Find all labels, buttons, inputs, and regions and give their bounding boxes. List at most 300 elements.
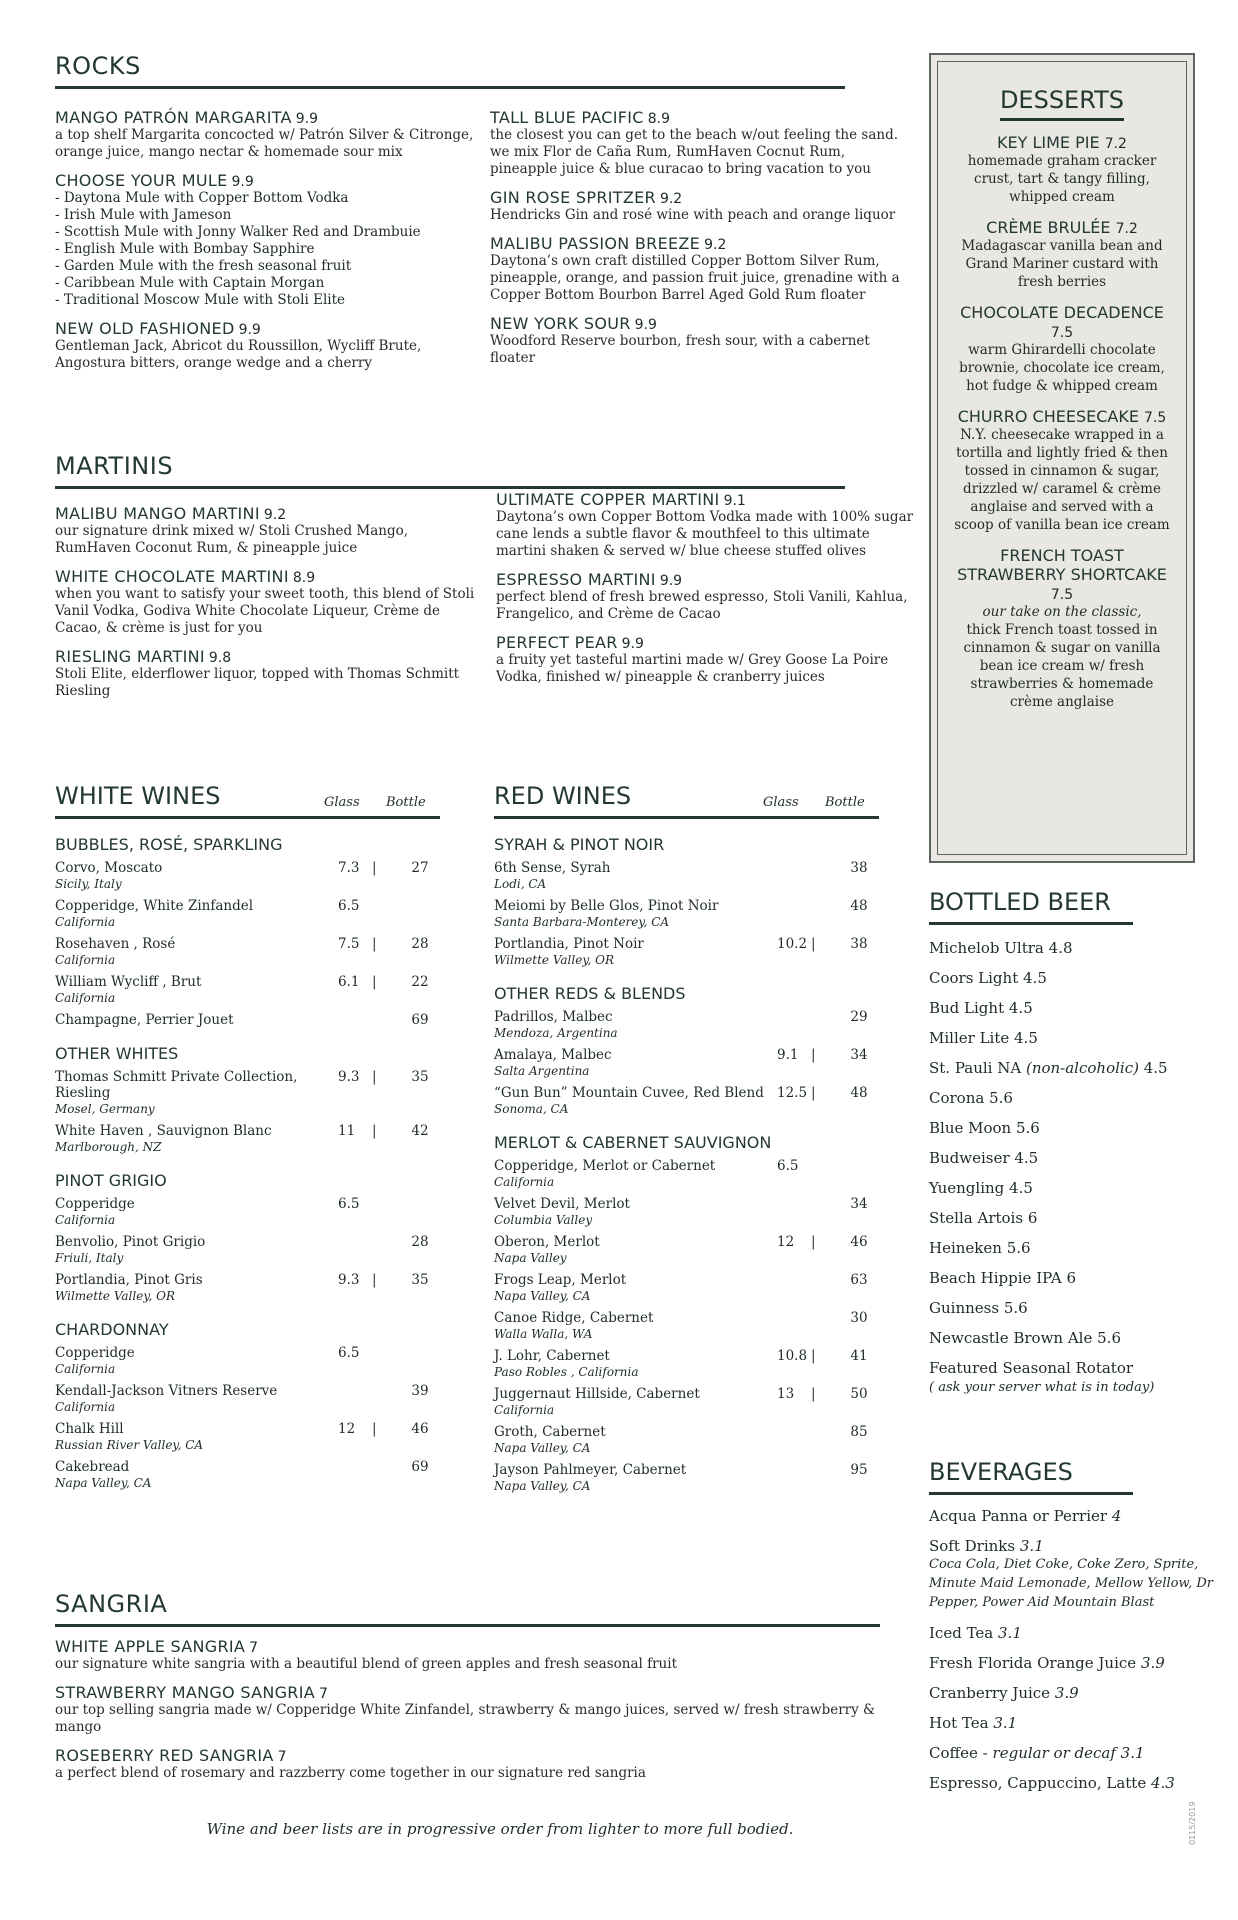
wine-row <box>494 1047 879 1079</box>
wine-name-cell <box>55 1234 338 1266</box>
bottle-price: 34 <box>850 1047 868 1063</box>
beer-list <box>929 939 1219 1395</box>
item-description: the closest you can get to the beach w/out feeling the sand. we mix Flor de Caña Rum, RumHaven Cocnut Rum, pineapple juice & blue curacao to bring vacation to you <box>490 127 899 177</box>
beverage-price: 3.1 <box>998 1624 1022 1642</box>
price-separator: | <box>372 1123 377 1139</box>
bottle-price: 48 <box>850 898 868 914</box>
beer-item <box>929 1089 1219 1107</box>
menu-item <box>55 1637 880 1673</box>
mule-option: - Irish Mule with Jameson <box>55 207 475 224</box>
beer-price: 5.6 <box>1006 1239 1031 1257</box>
beer-name: Coors Light <box>929 969 1019 987</box>
glass-price <box>338 1012 372 1028</box>
item-description: our signature drink mixed w/ Stoli Crushed Mango, RumHaven Coconut Rum, & pineapple juice <box>55 523 409 556</box>
wine-region: California <box>55 915 116 929</box>
dessert-intro: our take on the classic, <box>982 604 1142 620</box>
menu-item <box>55 108 475 161</box>
item-price: 8.9 <box>292 570 316 586</box>
price-separator <box>811 1158 839 1190</box>
glass-column-label: Glass <box>324 795 360 810</box>
beverage-price: regular or decaf 3.1 <box>992 1744 1145 1762</box>
bottle-price: 39 <box>411 1383 429 1399</box>
beer-item <box>929 1059 1219 1077</box>
item-price: 9.9 <box>621 636 644 652</box>
bottle-price <box>839 1158 879 1190</box>
beverage-price: 4.3 <box>1151 1774 1175 1792</box>
menu-item-heading <box>55 504 475 523</box>
item-price: 7 <box>277 1749 287 1765</box>
beer-price: 4.5 <box>1023 969 1047 987</box>
bottle-price: 50 <box>850 1386 868 1402</box>
item-price: 9.9 <box>295 111 319 127</box>
wine-name-cell <box>494 1196 777 1228</box>
bottle-price: 63 <box>850 1272 868 1288</box>
wine-region: Paso Robles , California <box>494 1365 639 1379</box>
beverage-item <box>929 1537 1219 1612</box>
item-name: PERFECT PEAR <box>496 633 618 652</box>
item-name: NEW YORK SOUR <box>490 314 631 333</box>
footer-note: Wine and beer lists are in progressive order from lighter to more full bodied. <box>206 1820 794 1838</box>
item-name: CHOOSE YOUR MULE <box>55 171 228 190</box>
item-name: ESPRESSO MARTINI <box>496 570 656 589</box>
wine-region: Columbia Valley <box>494 1213 593 1227</box>
bottle-price: 69 <box>411 1459 429 1475</box>
beer-name: Miller Lite <box>929 1029 1010 1047</box>
item-price: 7 <box>319 1686 328 1702</box>
price-separator: | <box>811 936 816 952</box>
wine-name-cell <box>494 1085 777 1117</box>
price-separator: | <box>811 1234 816 1250</box>
wine-row <box>55 1069 440 1117</box>
price-separator <box>372 1196 400 1228</box>
wine-name-cell <box>55 860 338 892</box>
bottle-price: 38 <box>850 860 868 876</box>
sangria-section <box>55 1590 880 1782</box>
wine-row <box>55 860 440 892</box>
dessert-price: 7.5 <box>1050 587 1074 603</box>
beer-item <box>929 1359 1219 1395</box>
bottle-price: 46 <box>850 1234 868 1250</box>
beer-item <box>929 1209 1219 1227</box>
menu-item-heading <box>496 490 916 509</box>
glass-price: 6.5 <box>338 898 360 914</box>
item-description: perfect blend of fresh brewed espresso, Stoli Vanili, Kahlua, Frangelico, and Crème de Cacao <box>496 589 908 622</box>
menu-item <box>490 108 910 178</box>
price-separator <box>372 1234 400 1266</box>
wine-region: Mosel, Germany <box>55 1102 155 1116</box>
mule-option: - Daytona Mule with Copper Bottom Vodka <box>55 190 475 207</box>
wine-row <box>494 1234 879 1266</box>
wine-region: Napa Valley <box>494 1251 567 1265</box>
wine-category: MERLOT & CABERNET SAUVIGNON <box>494 1133 772 1152</box>
wine-row <box>494 1196 879 1228</box>
wine-name: Kendall-Jackson Vitners Reserve <box>55 1383 278 1399</box>
wine-region: Sonoma, CA <box>494 1102 569 1116</box>
item-description: Daytona’s own Copper Bottom Vodka made with 100% sugar cane lends a subtle flavor & mouthfeel to this ultimate martini shaken & served w/ blue cheese stuffed olives <box>496 509 914 559</box>
beer-price: 5.6 <box>1003 1299 1028 1317</box>
wine-region: Napa Valley, CA <box>494 1289 591 1303</box>
beer-name: Beach Hippie IPA <box>929 1269 1062 1287</box>
wine-name: White Haven , Sauvignon Blanc <box>55 1123 272 1139</box>
wine-row <box>55 1345 440 1377</box>
wine-row <box>494 1310 879 1342</box>
section-title: MARTINIS <box>55 452 845 489</box>
beer-note: (non-alcoholic) <box>1025 1059 1139 1077</box>
menu-item <box>55 171 475 309</box>
item-name: TALL BLUE PACIFIC <box>490 108 644 127</box>
dessert-item <box>938 133 1186 206</box>
price-separator <box>811 1424 839 1456</box>
glass-price: 10.8 <box>777 1348 808 1364</box>
item-name: MALIBU PASSION BREEZE <box>490 234 701 253</box>
item-name: GIN ROSE SPRITZER <box>490 188 656 207</box>
glass-price <box>777 1462 811 1494</box>
price-separator <box>372 1459 400 1491</box>
wine-name-cell <box>55 1459 338 1491</box>
item-name: RIESLING MARTINI <box>55 647 205 666</box>
wine-name: Copperidge <box>55 1345 135 1361</box>
wine-name: Champagne, Perrier Jouet <box>55 1012 234 1028</box>
glass-price <box>777 1196 811 1228</box>
dessert-description <box>950 341 1174 395</box>
price-separator: | <box>372 936 377 952</box>
wine-row <box>55 1272 440 1304</box>
wine-header <box>494 782 879 819</box>
dessert-heading <box>950 546 1174 603</box>
item-price: 8.9 <box>647 111 671 127</box>
item-price: 7 <box>249 1640 259 1656</box>
beer-name: Bud Light <box>929 999 1005 1017</box>
price-separator: | <box>811 1386 816 1402</box>
wine-name-cell <box>494 1462 777 1494</box>
sangria-list <box>55 1637 880 1782</box>
item-description: a perfect blend of rosemary and razzberry come together in our signature red sangria <box>55 1765 646 1781</box>
item-description: our top selling sangria made w/ Copperidge White Zinfandel, strawberry & mango juices, served w/ fresh strawberry & mango <box>55 1702 876 1735</box>
wine-region: California <box>55 953 116 967</box>
wine-name: 6th Sense, Syrah <box>494 860 611 876</box>
item-name: NEW OLD FASHIONED <box>55 319 235 338</box>
beer-item <box>929 1269 1219 1287</box>
beer-item <box>929 1299 1219 1317</box>
price-separator <box>811 1196 839 1228</box>
wine-row <box>55 1459 440 1491</box>
wine-row <box>55 1123 440 1155</box>
wine-name: “Gun Bun” Mountain Cuvee, Red Blend <box>494 1085 764 1101</box>
item-name: MALIBU MANGO MARTINI <box>55 504 260 523</box>
bottle-column-label: Bottle <box>386 795 426 810</box>
menu-item-heading <box>490 234 910 253</box>
price-separator: | <box>372 974 377 990</box>
menu-item <box>496 570 916 623</box>
wine-name: Cakebread <box>55 1459 130 1475</box>
bottle-price: 85 <box>850 1424 868 1440</box>
wine-row <box>55 1421 440 1453</box>
section-title: BOTTLED BEER <box>929 888 1133 925</box>
item-price: 9.2 <box>659 191 683 207</box>
beverage-name: Fresh Florida Orange Juice <box>929 1654 1137 1672</box>
section-title: ROCKS <box>55 52 845 89</box>
wine-name: Frogs Leap, Merlot <box>494 1272 627 1288</box>
wine-name-cell <box>494 898 777 930</box>
beer-name: St. Pauli NA <box>929 1059 1022 1077</box>
glass-column-label: Glass <box>763 795 799 810</box>
wine-region: Mendoza, Argentina <box>494 1026 618 1040</box>
wine-region: Napa Valley, CA <box>494 1441 591 1455</box>
rocks-left-column <box>55 98 475 372</box>
wine-name-cell <box>55 1012 338 1028</box>
wine-region: California <box>55 1213 116 1227</box>
beer-price: 6 <box>1027 1209 1038 1227</box>
wine-region: California <box>55 991 116 1005</box>
martinis-right-column <box>496 480 916 686</box>
wine-row <box>55 1383 440 1415</box>
wine-row <box>494 1386 879 1418</box>
price-separator: | <box>372 1069 377 1085</box>
red-wines-section <box>494 782 879 1494</box>
wine-row <box>55 1196 440 1228</box>
item-description: Gentleman Jack, Abricot du Roussillon, Wycliff Brute, Angostura bitters, orange wedge and a cherry <box>55 338 422 371</box>
beverage-price: 3.1 <box>1019 1537 1044 1555</box>
wine-region: Salta Argentina <box>494 1064 590 1078</box>
bottle-price: 28 <box>411 1234 429 1250</box>
menu-item-heading <box>55 1637 880 1656</box>
dessert-text: warm Ghirardelli chocolate brownie, chocolate ice cream, hot fudge & whipped cream <box>959 342 1165 394</box>
dessert-heading <box>950 133 1174 152</box>
wine-name-cell <box>494 1272 777 1304</box>
wine-name: Corvo, Moscato <box>55 860 163 876</box>
price-separator <box>811 1272 839 1304</box>
beer-price: 6 <box>1066 1269 1076 1287</box>
beverage-list <box>929 1507 1219 1792</box>
mule-option: - Garden Mule with the fresh seasonal fruit <box>55 258 475 275</box>
wine-category: OTHER REDS & BLENDS <box>494 984 686 1003</box>
wine-name: Jayson Pahlmeyer, Cabernet <box>494 1462 687 1478</box>
item-price: 9.2 <box>704 237 727 253</box>
beverage-price: 3.9 <box>1054 1684 1079 1702</box>
item-name: ULTIMATE COPPER MARTINI <box>496 490 720 509</box>
glass-price <box>777 1009 811 1041</box>
item-price: 9.2 <box>263 507 287 523</box>
dessert-item <box>938 407 1186 534</box>
wine-region: Russian River Valley, CA <box>55 1438 204 1452</box>
glass-price <box>777 1424 811 1456</box>
dessert-description <box>950 152 1174 206</box>
beverage-name: Cranberry Juice <box>929 1684 1051 1702</box>
wine-name-cell <box>494 1424 777 1456</box>
wine-name-cell <box>494 1009 777 1041</box>
wine-name-cell <box>55 1345 338 1377</box>
wine-row <box>494 1158 879 1190</box>
beer-item <box>929 1329 1219 1347</box>
wine-category: OTHER WHITES <box>55 1044 179 1063</box>
menu-item-heading <box>496 570 916 589</box>
item-price: 9.1 <box>723 493 746 509</box>
desserts-inner <box>937 61 1187 855</box>
item-price: 9.9 <box>231 174 254 190</box>
wine-name: J. Lohr, Cabernet <box>494 1348 610 1364</box>
wine-name-cell <box>55 1123 338 1155</box>
beer-item <box>929 969 1219 987</box>
menu-item <box>496 490 916 560</box>
dessert-price: 7.2 <box>1115 221 1138 237</box>
item-description: Stoli Elite, elderflower liquor, topped with Thomas Schmitt Riesling <box>55 666 460 699</box>
price-separator: | <box>811 1348 816 1364</box>
dessert-item <box>938 303 1186 395</box>
dessert-text: Madagascar vanilla bean and Grand Mariner custard with fresh berries <box>961 238 1163 290</box>
beverage-item <box>929 1714 1219 1732</box>
dessert-name: KEY LIME PIE <box>997 133 1100 152</box>
menu-item-heading <box>490 314 910 333</box>
dessert-description <box>950 603 1174 711</box>
bottle-price: 30 <box>850 1310 868 1326</box>
item-price: 9.9 <box>238 322 261 338</box>
price-separator <box>811 898 839 930</box>
beer-name: Newcastle Brown Ale <box>929 1329 1093 1347</box>
wine-region: Napa Valley, CA <box>494 1479 591 1493</box>
bottle-price <box>400 1345 440 1377</box>
beer-item <box>929 1119 1219 1137</box>
glass-price <box>338 1459 372 1491</box>
price-separator <box>372 1383 400 1415</box>
beer-item <box>929 1149 1219 1167</box>
glass-price: 11 <box>338 1123 356 1139</box>
price-separator <box>811 1009 839 1041</box>
item-name: WHITE APPLE SANGRIA <box>55 1637 246 1656</box>
wine-row <box>494 1424 879 1456</box>
beer-price: 5.6 <box>1016 1119 1040 1137</box>
wine-row <box>494 1348 879 1380</box>
wine-name: Portlandia, Pinot Gris <box>55 1272 203 1288</box>
dessert-price: 7.2 <box>1104 136 1127 152</box>
item-description: Daytona’s own craft distilled Copper Bottom Silver Rum, pineapple, orange, and passion fruit juice, grenadine with a Copper Bottom Bourbon Barrel Aged Gold Rum floater <box>490 253 900 303</box>
wine-row <box>494 860 879 892</box>
mule-option: - Caribbean Mule with Captain Morgan <box>55 275 475 292</box>
section-title: RED WINES <box>494 782 632 810</box>
wine-row <box>55 898 440 930</box>
beer-item <box>929 1239 1219 1257</box>
menu-item <box>490 188 910 224</box>
beverage-item <box>929 1624 1219 1642</box>
wine-name-cell <box>55 1272 338 1304</box>
item-description: Woodford Reserve bourbon, fresh sour, with a cabernet floater <box>490 333 870 366</box>
bottle-price: 35 <box>411 1272 429 1288</box>
rocks-right-column <box>490 98 910 367</box>
section-title: WHITE WINES <box>55 782 221 810</box>
dessert-heading <box>950 407 1174 426</box>
glass-price <box>777 860 811 892</box>
bottle-price: 41 <box>850 1348 868 1364</box>
wine-name-cell <box>494 1158 777 1190</box>
glass-price: 12 <box>777 1234 795 1250</box>
item-name: ROSEBERRY RED SANGRIA <box>55 1746 274 1765</box>
bottle-price: 69 <box>411 1012 429 1028</box>
dessert-heading <box>950 218 1174 237</box>
wine-name: Canoe Ridge, Cabernet <box>494 1310 654 1326</box>
price-separator <box>811 1310 839 1342</box>
dessert-price: 7.5 <box>1050 325 1074 341</box>
beer-name: Heineken <box>929 1239 1002 1257</box>
beer-price: 4.8 <box>1048 939 1073 957</box>
dessert-name: CHOCOLATE DECADENCE <box>960 303 1164 322</box>
wine-region: Napa Valley, CA <box>55 1476 152 1490</box>
beverage-name: Coffee - <box>929 1744 988 1762</box>
dessert-item <box>938 218 1186 291</box>
item-description: a fruity yet tasteful martini made w/ Grey Goose La Poire Vodka, finished w/ pineapple & cranberry juices <box>496 652 889 685</box>
glass-price: 9.3 <box>338 1069 360 1085</box>
beverage-price: 3.9 <box>1140 1654 1165 1672</box>
price-separator: | <box>372 1421 377 1437</box>
beer-name: Yuengling <box>929 1179 1005 1197</box>
wine-category: CHARDONNAY <box>55 1320 169 1339</box>
glass-price: 9.3 <box>338 1272 360 1288</box>
price-separator: | <box>372 1272 377 1288</box>
dessert-list <box>938 133 1186 711</box>
section-title: SANGRIA <box>55 1590 880 1627</box>
wine-name-cell <box>494 936 777 968</box>
rotator-note: ( ask your server what is in today) <box>929 1380 1155 1395</box>
beverage-price: 4 <box>1111 1507 1122 1525</box>
section-title: BEVERAGES <box>929 1458 1133 1495</box>
wine-name-cell <box>494 1348 777 1380</box>
wine-region: Wilmette Valley, OR <box>494 953 615 967</box>
wine-name-cell <box>494 1310 777 1342</box>
wine-row <box>494 1009 879 1041</box>
item-description: a top shelf Margarita concocted w/ Patrón Silver & Citronge, orange juice, mango nectar & homemade sour mix <box>55 127 474 160</box>
beverage-item <box>929 1684 1219 1702</box>
wine-name: Thomas Schmitt Private Collection, Riesling <box>55 1069 298 1101</box>
dessert-price: 7.5 <box>1144 410 1167 426</box>
wine-name-cell <box>494 860 777 892</box>
wine-name: Rosehaven , Rosé <box>55 936 176 952</box>
beer-name: Michelob Ultra <box>929 939 1044 957</box>
item-description: our signature white sangria with a beautiful blend of green apples and fresh seasonal fruit <box>55 1656 677 1672</box>
menu-item-heading <box>490 188 910 207</box>
beverage-item <box>929 1507 1219 1525</box>
section-title: DESSERTS <box>1000 86 1124 121</box>
menu-item-heading <box>496 633 916 652</box>
bottle-price: 48 <box>850 1085 868 1101</box>
wine-name-cell <box>494 1386 777 1418</box>
wine-name-cell <box>55 1383 338 1415</box>
item-price: 9.9 <box>659 573 683 589</box>
wine-category: SYRAH & PINOT NOIR <box>494 835 665 854</box>
beverage-name: Espresso, Cappuccino, Latte <box>929 1774 1147 1792</box>
wine-region: California <box>55 1362 116 1376</box>
beer-price: 5.6 <box>1097 1329 1121 1347</box>
beverage-item <box>929 1744 1219 1762</box>
wine-category: PINOT GRIGIO <box>55 1171 167 1190</box>
beer-section <box>929 888 1219 1395</box>
wine-row <box>55 936 440 968</box>
beer-name: Stella Artois <box>929 1209 1024 1227</box>
mule-option: - Scottish Mule with Jonny Walker Red and Drambuie <box>55 224 475 241</box>
menu-item <box>55 1683 880 1736</box>
menu-item-heading <box>55 1746 880 1765</box>
glass-price: 6.5 <box>338 1345 360 1361</box>
beer-price: 5.6 <box>989 1089 1013 1107</box>
wine-row <box>55 974 440 1006</box>
glass-price <box>777 1272 811 1304</box>
item-description: Hendricks Gin and rosé wine with peach and orange liquor <box>490 207 896 223</box>
price-separator: | <box>811 1047 816 1063</box>
wine-region: California <box>494 1175 555 1189</box>
wine-region: Friuli, Italy <box>55 1251 124 1265</box>
wine-name: Meiomi by Belle Glos, Pinot Noir <box>494 898 719 914</box>
wine-region: California <box>494 1403 555 1417</box>
dessert-item <box>938 546 1186 711</box>
glass-price: 6.5 <box>338 1196 360 1212</box>
wine-name-cell <box>494 1047 777 1079</box>
